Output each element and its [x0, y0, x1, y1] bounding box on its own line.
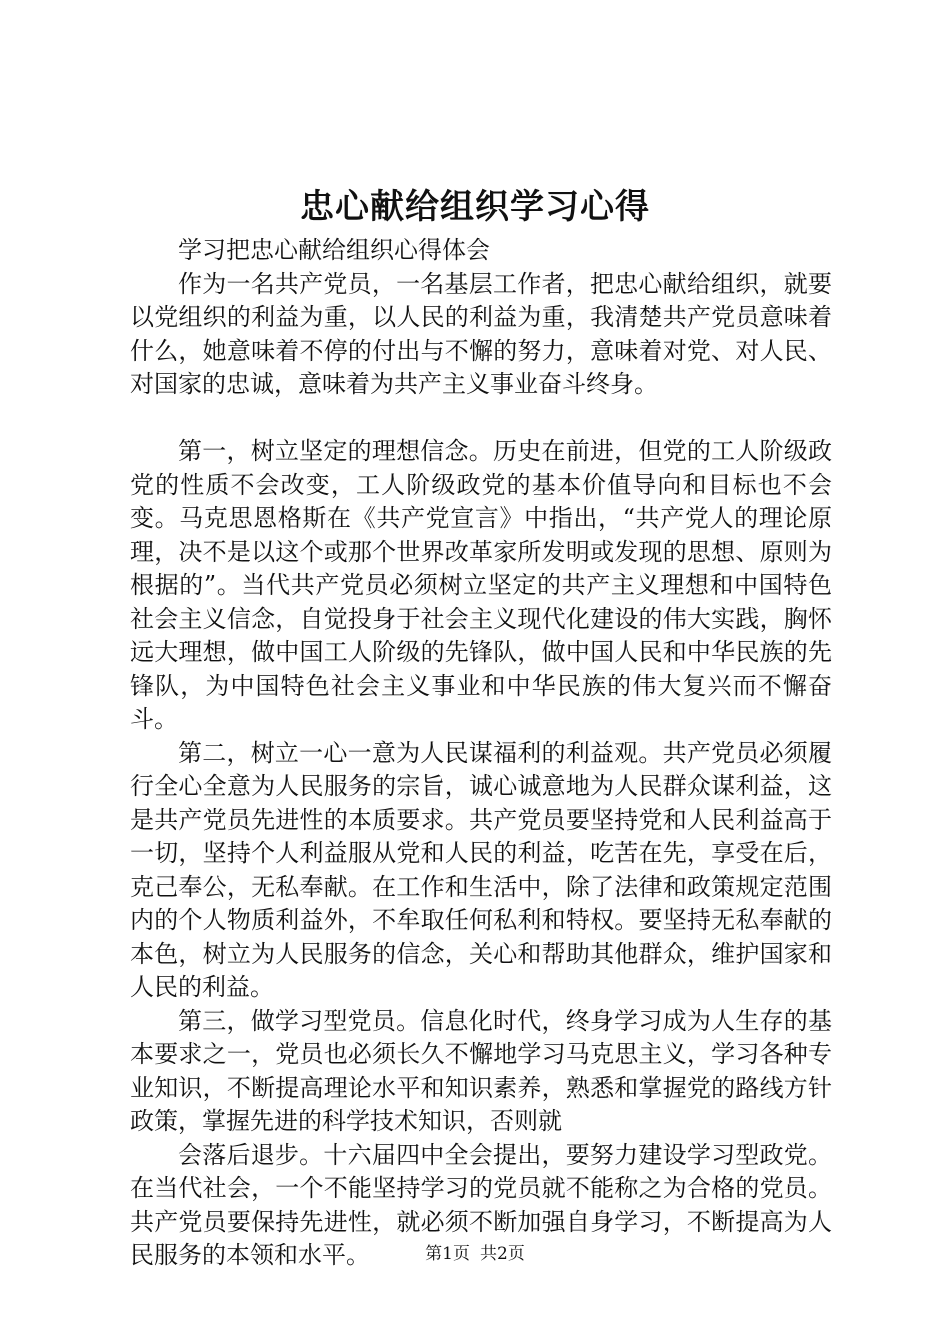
document-title: 忠心献给组织学习心得	[300, 187, 650, 227]
intro-paragraph: 作为一名共产党员，一名基层工作者，把忠心献给组织，就要以党组织的利益为重，以人民的利益为重，我清楚共产党员意味着什么，她意味着不停的付出与不懈的努力，意味着对党、对人民、对国家的忠诚，意味着为共产主义事业奋斗终身。	[130, 269, 832, 398]
point-two-paragraph: 第二，树立一心一意为人民谋福利的利益观。共产党员必须履行全心全意为人民服务的宗旨，诚心诚意地为人民群众谋利益，这是共产党员先进性的本质要求。共产党员要坚持党和人民利益高于一切，坚持个人利益服从党和人民的利益，吃苦在先，享受在后，克己奉公，无私奉献。在工作和生活中，除了法律和政策规定范围内的个人物质利益外，不牟取任何私利和特权。要坚持无私奉献的本色，树立为人民服务的信念，关心和帮助其他群众，维护国家和人民的利益。	[130, 738, 832, 1001]
point-one-paragraph: 第一，树立坚定的理想信念。历史在前进，但党的工人阶级政党的性质不会改变，工人阶级政党的基本价值导向和目标也不会变。马克思恩格斯在《共产党宣言》中指出，“共产党人的理论原理，决不是以这个或那个世界改革家所发明或发现的思想、原则为根据的”。当代共产党员必须树立坚定的共产主义理想和中国特色社会主义信念，自觉投身于社会主义现代化建设的伟大实践，胸怀远大理想，做中国工人阶级的先锋队，做中国人民和中华民族的先锋队，为中国特色社会主义事业和中华民族的伟大复兴而不懈奋斗。	[130, 437, 832, 733]
point-three-paragraph: 第三，做学习型党员。信息化时代，终身学习成为人生存的基本要求之一，党员也必须长久不懈地学习马克思主义，学习各种专业知识，不断提高理论水平和知识素养，熟悉和掌握党的路线方针政策，掌握先进的科学技术知识，否则就	[130, 1006, 832, 1135]
page-count: 共2页	[480, 1244, 525, 1264]
page-number: 第1页	[425, 1244, 470, 1264]
subtitle-paragraph: 学习把忠心献给组织心得体会	[178, 236, 490, 264]
page-footer	[0, 1242, 950, 1266]
document-body	[130, 234, 832, 1273]
continuation-paragraph: 会落后退步。十六届四中全会提出，要努力建设学习型政党。在当代社会，一个不能坚持学习的党员就不能称之为合格的党员。共产党员要保持先进性，就必须不断加强自身学习，不断提高为人民服务的本领和水平。	[130, 1140, 832, 1269]
